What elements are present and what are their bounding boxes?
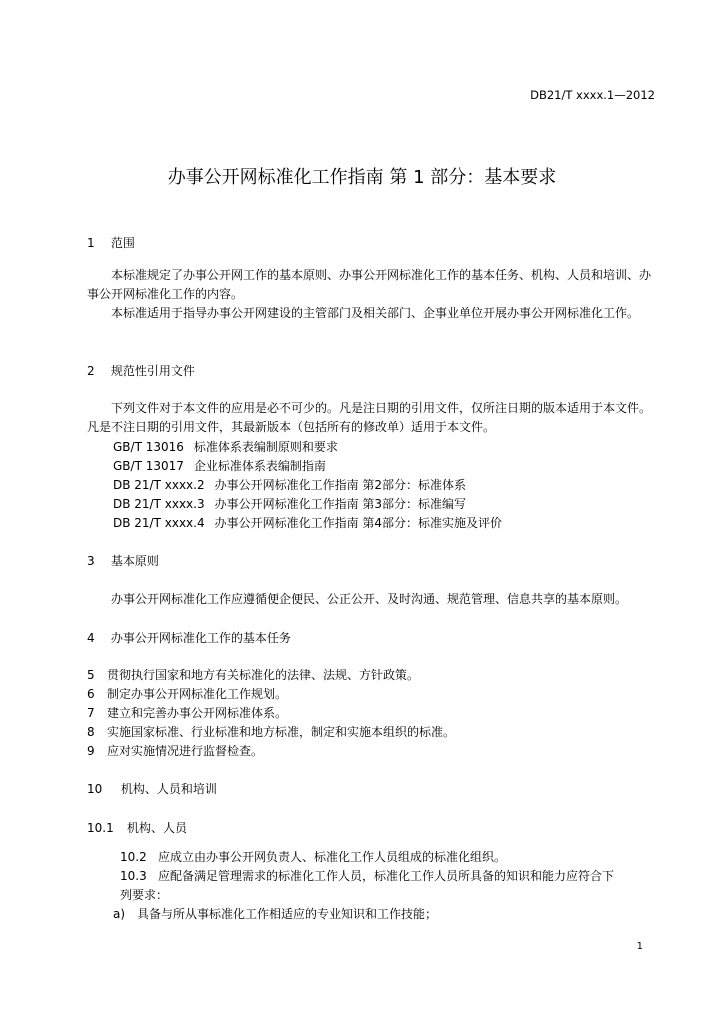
reference-title: 办事公开网标准化工作指南 第2部分：标准体系	[214, 478, 467, 492]
section-title: 基本原则	[110, 554, 159, 568]
reference-item	[113, 476, 466, 493]
document-title: 办事公开网标准化工作指南 第 1 部分：基本要求	[167, 167, 557, 188]
section-3-paragraph: 办事公开网标准化工作应遵循便企便民、公正公开、及时沟通、规范管理、信息共享的基本原则。	[111, 592, 628, 606]
clause-10-3	[120, 867, 614, 884]
task-text: 建立和完善办事公开网标准体系。	[107, 706, 288, 720]
list-item-a	[113, 905, 437, 922]
item-label: a)	[113, 907, 126, 921]
reference-code: DB 21/T xxxx.4	[113, 516, 205, 530]
task-text: 实施国家标准、行业标准和地方标准，制定和实施本组织的标准。	[107, 725, 456, 739]
task-text: 应对实施情况进行监督检查。	[107, 744, 264, 758]
clause-text: 应成立由办事公开网负责人、标准化工作人员组成的标准化组织。	[158, 850, 507, 864]
section-1-paragraph-1: 本标准规定了办事公开网工作的基本原则、办事公开网标准化工作的基本任务、机构、人员和培训、办事公开网标准化工作的内容。	[87, 268, 652, 301]
reference-item	[113, 457, 326, 474]
item-text: 具备与所从事标准化工作相适应的专业知识和工作技能；	[137, 907, 438, 921]
task-item	[87, 723, 455, 740]
section-4-heading	[87, 629, 291, 646]
section-1-paragraph-2: 本标准适用于指导办事公开网建设的主管部门及相关部门、企事业单位开展办事公开网标准化工作。	[111, 306, 640, 320]
section-number: 4	[87, 631, 95, 645]
task-number: 7	[87, 706, 95, 720]
page-number: 1	[636, 941, 643, 952]
reference-item	[113, 514, 502, 531]
clause-10-3-continuation: 列要求：	[120, 888, 169, 902]
section-title: 机构、人员和培训	[120, 782, 217, 796]
reference-code: GB/T 13016	[113, 440, 184, 454]
section-number: 10	[87, 782, 103, 796]
subsection-10-1-heading	[87, 819, 187, 836]
section-2-paragraph: 下列文件对于本文件的应用是必不可少的。凡是注日期的引用文件，仅所注日期的版本适用于本文件。凡是不注日期的引用文件，其最新版本（包括所有的修改单）适用于本文件。	[87, 401, 652, 434]
subsection-title: 机构、人员	[127, 821, 188, 835]
task-text: 制定办事公开网标准化工作规划。	[107, 687, 288, 701]
reference-title: 办事公开网标准化工作指南 第4部分：标准实施及评价	[214, 516, 503, 530]
section-number: 1	[87, 236, 95, 250]
section-10-heading	[87, 780, 217, 797]
section-3-heading	[87, 552, 159, 569]
clause-10-2	[120, 848, 506, 865]
task-number: 6	[87, 687, 95, 701]
section-2-heading	[87, 362, 195, 379]
section-1-heading	[87, 234, 135, 251]
reference-item	[113, 438, 338, 455]
clause-number: 10.2	[120, 850, 147, 864]
task-number: 8	[87, 725, 95, 739]
section-title: 范围	[110, 236, 135, 250]
section-title: 规范性引用文件	[110, 364, 195, 378]
task-item	[87, 685, 287, 702]
task-number: 5	[87, 668, 95, 682]
reference-item	[113, 495, 466, 512]
task-text: 贯彻执行国家和地方有关标准化的法律、法规、方针政策。	[107, 668, 420, 682]
task-item	[87, 742, 263, 759]
section-title: 办事公开网标准化工作的基本任务	[110, 631, 291, 645]
task-item	[87, 704, 287, 721]
section-number: 2	[87, 364, 95, 378]
reference-code: DB 21/T xxxx.2	[113, 478, 205, 492]
subsection-number: 10.1	[87, 821, 114, 835]
clause-number: 10.3	[120, 869, 147, 883]
document-code-header: DB21/T xxxx.1—2012	[530, 88, 655, 102]
task-item	[87, 666, 419, 683]
reference-code: DB 21/T xxxx.3	[113, 497, 205, 511]
reference-title: 企业标准体系表编制指南	[193, 459, 326, 473]
reference-title: 标准体系表编制原则和要求	[193, 440, 338, 454]
section-number: 3	[87, 554, 95, 568]
reference-code: GB/T 13017	[113, 459, 184, 473]
task-number: 9	[87, 744, 95, 758]
clause-text: 应配备满足管理需求的标准化工作人员，标准化工作人员所具备的知识和能力应符合下	[158, 869, 615, 883]
reference-title: 办事公开网标准化工作指南 第3部分：标准编写	[214, 497, 467, 511]
